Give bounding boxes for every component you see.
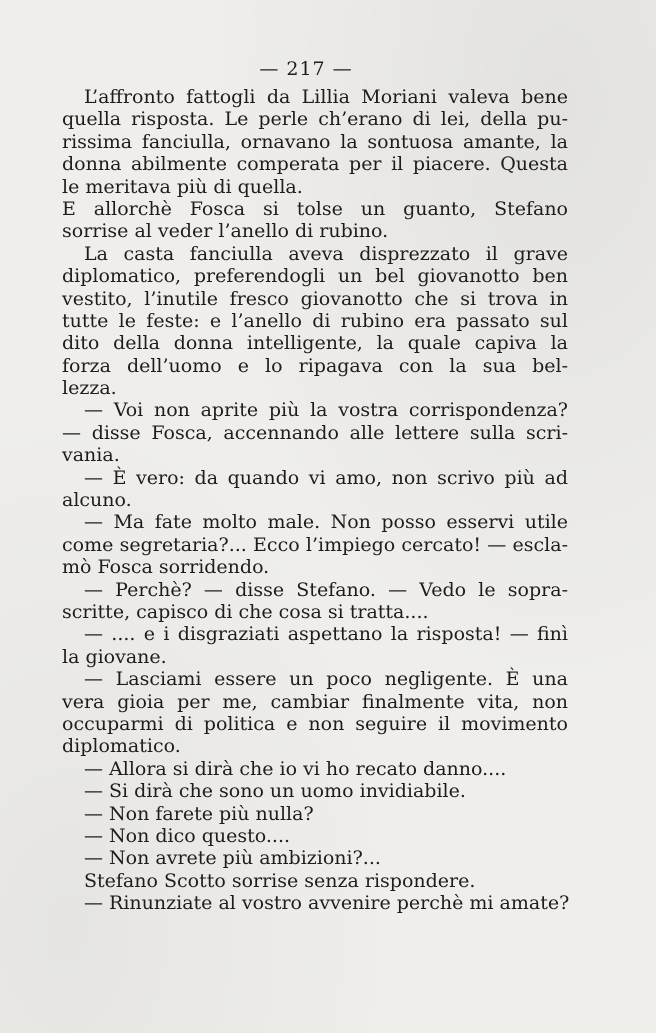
text-line: come segretaria?... Ecco l’impiego cercato! — escla- — [62, 533, 568, 556]
text-line: diplomatico, preferendogli un bel giovanotto ben — [62, 265, 568, 288]
text-line: L’affronto fattogli da Lillia Moriani valeva bene — [84, 86, 568, 108]
text-line: le meritava più di quella. — [62, 175, 303, 198]
text-line: La casta fanciulla aveva disprezzato il grave — [84, 242, 568, 265]
text-line: dito della donna intelligente, la quale capiva la — [62, 332, 568, 355]
text-line: Stefano Scotto sorrise senza rispondere. — [84, 869, 476, 892]
body-text — [62, 86, 568, 914]
text-line: — Non avrete più ambizioni?... — [84, 847, 381, 870]
text-line: diplomatico. — [62, 735, 181, 758]
text-line: — Non dico questo.... — [84, 824, 291, 847]
text-line: — Si dirà che sono un uomo invidiabile. — [84, 780, 466, 803]
text-line: vera gioia per me, cambiar finalmente vita, non — [62, 690, 568, 713]
text-line: mò Fosca sorridendo. — [62, 556, 270, 579]
text-line: — Perchè? — disse Stefano. — Vedo le sopra- — [84, 578, 568, 601]
text-line: tutte le feste: e l’anello di rubino era passato sul — [62, 309, 568, 332]
page-number: — 217 — — [259, 58, 353, 80]
text-line: sorrise al veder l’anello di rubino. — [62, 220, 389, 243]
text-line: — Lasciami essere un poco negligente. È una — [84, 668, 568, 691]
text-line: — È vero: da quando vi amo, non scrivo più ad — [84, 466, 568, 489]
text-line: E allorchè Fosca si tolse un guanto, Stefano — [62, 197, 568, 220]
text-line: forza dell’uomo e lo ripagava con la sua bel- — [62, 354, 568, 377]
text-line: rissima fanciulla, ornavano la sontuosa amante, la — [62, 130, 568, 153]
text-line: la giovane. — [62, 645, 167, 668]
text-line: — Non farete più nulla? — [84, 802, 314, 825]
text-line: — .... e i disgraziati aspettano la risposta! — finì — [84, 623, 568, 646]
text-line: vestito, l’inutile fresco giovanotto che si trova in — [62, 287, 568, 310]
text-line: occuparmi di politica e non seguire il movimento — [62, 712, 568, 735]
text-line: alcuno. — [62, 489, 132, 512]
text-line: lezza. — [62, 377, 117, 400]
text-line: scritte, capisco di che cosa si tratta.... — [62, 600, 429, 623]
text-line: — Rinunziate al vostro avvenire perchè mi amate? — [84, 892, 570, 915]
text-line: — disse Fosca, accennando alle lettere sulla scri- — [62, 421, 568, 444]
text-line: quella risposta. Le perle ch’erano di lei, della pu- — [62, 108, 568, 131]
text-line: — Voi non aprite più la vostra corrispondenza? — [84, 399, 568, 422]
text-line: donna abilmente comperata per il piacere. Questa — [62, 153, 568, 176]
text-line: vania. — [62, 444, 120, 467]
text-line: — Ma fate molto male. Non posso esservi utile — [84, 511, 568, 534]
text-line: — Allora si dirà che io vi ho recato danno.... — [84, 757, 507, 780]
